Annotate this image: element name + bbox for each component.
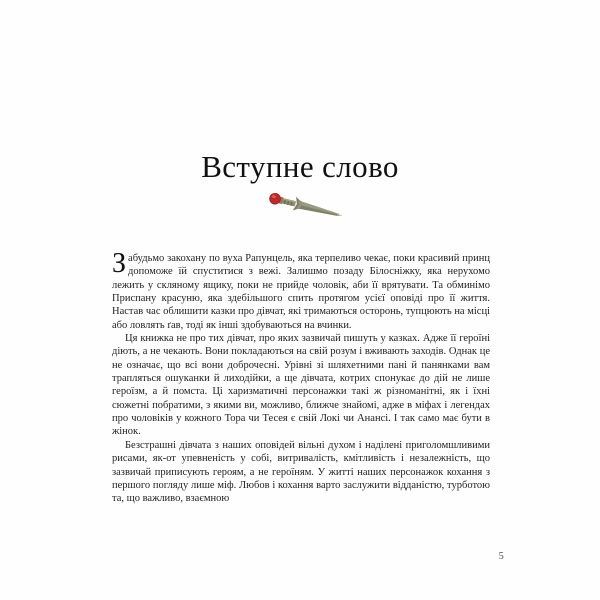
paragraph-2: Ця книжка не про тих дівчат, про яких зазвичай пишуть у казках. Адже її героїні діють, а не чекають. Вони покладаються на свій розум і вживають заходів. Однак це не означає, що всі вони доброчесні. Урівні зі шляхетними пані й панянками вам трапляться ошуканки й лиходійки, а ще дівчата, котрих спонукає до дій не лише героїзм, а й помста. Ці харизматичні персонажки такі ж різноманітні, як і їхні сюжетні побратими, з якими ви, можливо, ближче знайомі, адже в міфах і легендах про чоловіків у кожного Тора чи Тесея є свій Локі чи Анансі. І так само має бути в жінок. xyxy=(112,333,490,438)
dagger-icon xyxy=(254,189,346,223)
paragraph-3: Безстрашні дівчата з наших оповідей вільні духом і наділені приголомшливими рисами, як-от упевненість у собі, витривалість, кмітливість і незалежність, що зазвичай приписують героям, а не героїням. У житті наших персонажок кохання з першого погляду лише міф. Любов і кохання варто заслужити відданістю, турботою та, що важливо, взаємною xyxy=(112,439,490,505)
dagger-ornament xyxy=(0,186,600,226)
page-number: 5 xyxy=(498,551,504,562)
paragraph-1 xyxy=(112,248,490,332)
paragraph-1-text: абудьмо закохану по вуха Рапунцель, яка терпеливо чекає, поки красивий принц допоможе їй спуститися з вежі. Залишмо позаду Білосніжку, яка нерухомо лежить у скляному ящику, поки не прийде чоловік, аби її врятувати. Та обминімо Приспану красуню, яка здебільшого спить протягом усієї оповіді про її життя. Настав час облишити казки про дівчат, які тримаються осторонь, тупцюють на місці або ловлять ґав, тоді як інші здобуваються на вчинки. xyxy=(112,253,490,331)
body-text xyxy=(112,248,490,506)
page-title: Вступне слово xyxy=(201,148,399,184)
drop-cap: З xyxy=(112,248,127,279)
